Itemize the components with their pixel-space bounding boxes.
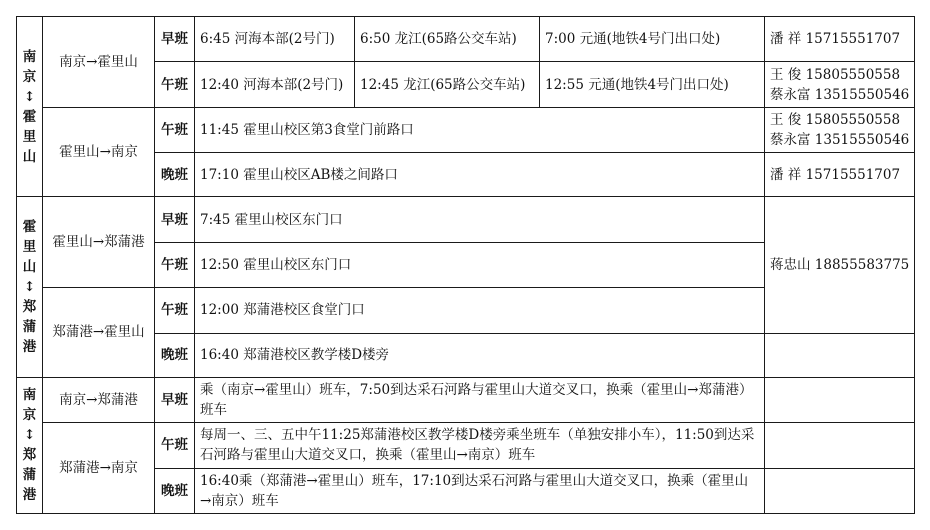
shift-label: 午班 <box>155 288 195 333</box>
contact-cell <box>765 107 915 152</box>
region-label: 南 京 ↕ 霍 里 山 <box>22 48 37 165</box>
shift-label: 午班 <box>155 242 195 287</box>
region-nanjing-zhengpugang <box>17 377 43 513</box>
shift-label: 晚班 <box>155 468 195 513</box>
empty-contact-cell <box>765 377 915 422</box>
region-nanjing-huolishan <box>17 17 43 197</box>
region-label: 南 京 ↕ 郑 蒲 港 <box>22 387 37 504</box>
stop-cell: 7:45 霍里山校区东门口 <box>195 197 765 242</box>
stop-cell: 乘（南京→霍里山）班车，7:50到达采石河路与霍里山大道交叉口，换乘（霍里山→郑蒲港）班车 <box>195 377 765 422</box>
table-row <box>17 377 915 422</box>
empty-contact-cell <box>765 468 915 513</box>
stop-cell: 16:40 郑蒲港校区教学楼D楼旁 <box>195 333 765 377</box>
contact-line: 潘 祥 15715551707 <box>770 166 901 183</box>
contact-cell <box>765 62 915 107</box>
schedule-table <box>16 16 915 514</box>
direction-cell: 霍里山→南京 <box>43 107 155 197</box>
shift-label: 早班 <box>155 17 195 62</box>
contact-line: 蔡永富 13515550546 <box>770 86 910 103</box>
shift-label: 午班 <box>155 62 195 107</box>
direction-cell: 霍里山→郑蒲港 <box>43 197 155 288</box>
shuttle-bus-schedule <box>16 16 914 514</box>
stop-cell: 12:00 郑蒲港校区食堂门口 <box>195 288 765 333</box>
stop-cell: 12:50 霍里山校区东门口 <box>195 242 765 287</box>
table-row <box>17 17 915 62</box>
stop-cell: 12:45 龙江(65路公交车站) <box>355 62 540 107</box>
stop-cell: 16:40乘（郑蒲港→霍里山）班车，17:10到达采石河路与霍里山大道交叉口，换乘（霍里山→南京）班车 <box>195 468 765 513</box>
contact-line: 蔡永富 13515550546 <box>770 131 910 148</box>
table-row <box>17 107 915 152</box>
contact-cell: 蒋忠山 18855583775 <box>765 197 915 333</box>
direction-cell: 南京→霍里山 <box>43 17 155 108</box>
shift-label: 早班 <box>155 197 195 242</box>
shift-label: 晚班 <box>155 153 195 197</box>
contact-cell <box>765 153 915 197</box>
stop-cell: 12:40 河海本部(2号门) <box>195 62 355 107</box>
stop-cell: 6:50 龙江(65路公交车站) <box>355 17 540 62</box>
contact-line: 王 俊 15805550558 <box>770 66 901 83</box>
contact-cell <box>765 17 915 62</box>
direction-cell: 郑蒲港→霍里山 <box>43 288 155 378</box>
shift-label: 午班 <box>155 107 195 152</box>
shift-label: 晚班 <box>155 333 195 377</box>
table-row <box>17 423 915 468</box>
stop-cell: 7:00 元通(地铁4号门出口处) <box>540 17 765 62</box>
stop-cell: 6:45 河海本部(2号门) <box>195 17 355 62</box>
contact-line: 王 俊 15805550558 <box>770 111 901 128</box>
shift-label: 午班 <box>155 423 195 468</box>
direction-cell: 南京→郑蒲港 <box>43 377 155 422</box>
region-label: 霍 里 山 ↕ 郑 蒲 港 <box>22 219 37 356</box>
region-huolishan-zhengpugang <box>17 197 43 377</box>
empty-contact-cell <box>765 333 915 377</box>
direction-cell: 郑蒲港→南京 <box>43 423 155 514</box>
stop-cell: 每周一、三、五中午11:25郑蒲港校区教学楼D楼旁乘坐班车（单独安排小车），11:50到达采石河路与霍里山大道交叉口，换乘（霍里山→南京）班车 <box>195 423 765 468</box>
shift-label: 早班 <box>155 377 195 422</box>
stop-cell: 12:55 元通(地铁4号门出口处) <box>540 62 765 107</box>
contact-line: 潘 祥 15715551707 <box>770 31 901 48</box>
stop-cell: 17:10 霍里山校区AB楼之间路口 <box>195 153 765 197</box>
table-row <box>17 197 915 242</box>
empty-contact-cell <box>765 423 915 468</box>
stop-cell: 11:45 霍里山校区第3食堂门前路口 <box>195 107 765 152</box>
